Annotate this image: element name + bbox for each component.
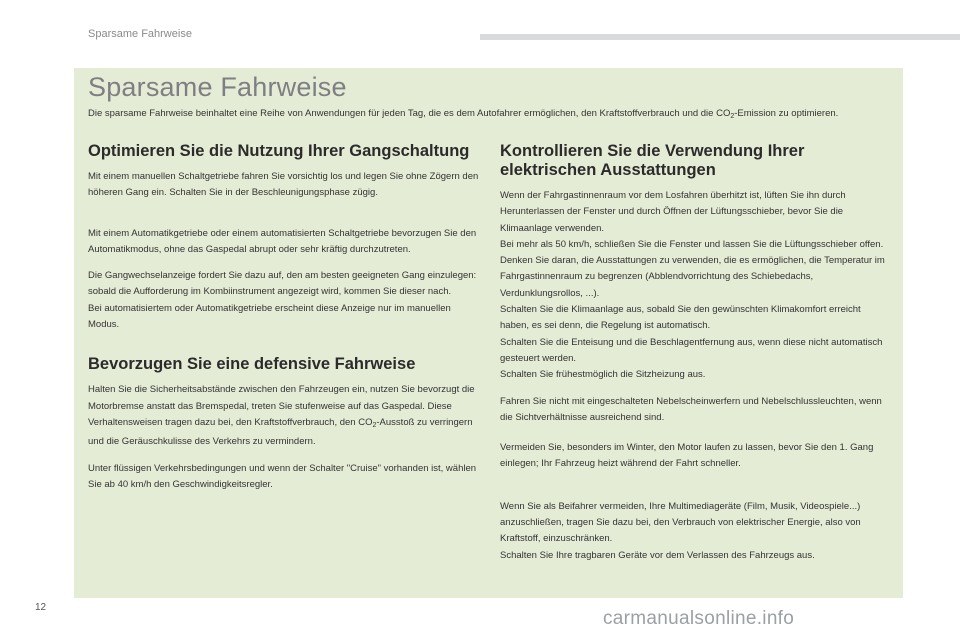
left-column xyxy=(88,142,480,493)
intro-text-start: Die sparsame Fahrweise beinhaltet eine Reihe von Anwendungen für jeden Tag, die es dem Autofahrer ermöglichen, den Kraftstoffverbrauch und die CO xyxy=(88,108,731,119)
page-number: 12 xyxy=(35,602,47,613)
safety-text-start: Halten Sie die Sicherheitsabstände zwischen den Fahrzeugen ein, nutzen Sie bevorzugt die Motorbremse anstatt das Bremspedal, treten Sie stufenweise auf das Gaspedal. Diese Verhaltensweisen tragen dazu bei, den Kraftstoffverbrauch, den CO xyxy=(88,384,475,428)
paragraph-windows: Bei mehr als 50 km/h, schließen Sie die Fenster und lassen Sie die Lüftungsschieber offen. xyxy=(500,238,884,250)
heading-gear-usage: Optimieren Sie die Nutzung Ihrer Gangschaltung xyxy=(88,142,470,160)
header-section-title: Sparsame Fahrweise xyxy=(88,28,192,40)
paragraph-safety-distance xyxy=(88,382,480,450)
paragraph-multimedia: Wenn Sie als Beifahrer vermeiden, Ihre Multimediageräte (Film, Musik, Videospiele...) anzuschließen, tragen Sie dazu bei, den Verbrauch von elektrischer Energie, also von Kraftstoff, einzuschränken. xyxy=(500,500,861,545)
safety-subscript: 2 xyxy=(372,421,377,429)
paragraph-indicator-manual-mode: Bei automatisiertem oder Automatikgetriebe erscheint diese Anzeige nur im manuellen Modus. xyxy=(88,302,451,331)
paragraph-defrost: Schalten Sie die Enteisung und die Beschlagentfernung aus, wenn diese nicht automatisch gesteuert werden. xyxy=(500,336,883,364)
paragraph-fog-lights: Fahren Sie nicht mit eingeschalteten Nebelscheinwerfern und Nebelschlussleuchten, wenn die Sichtverhältnisse ausreichend sind. xyxy=(500,395,882,423)
paragraph-air-conditioning: Schalten Sie die Klimaanlage aus, sobald Sie den gewünschten Klimakomfort erreicht haben, es sei denn, die Regelung ist automatisch. xyxy=(500,304,861,332)
heading-electrical-equipment: Kontrollieren Sie die Verwendung Ihrer elektrischen Ausstattungen xyxy=(500,142,805,179)
heading-defensive-driving: Bevorzugen Sie eine defensive Fahrweise xyxy=(88,355,416,374)
right-column xyxy=(500,142,892,564)
paragraph-manual-gearbox: Mit einem manuellen Schaltgetriebe fahren Sie vorsichtig los und legen Sie ohne Zögern den höheren Gang ein. Schalten Sie in der Beschleunigungsphase zügig. xyxy=(88,171,479,199)
paragraph-gear-indicator: Die Gangwechselanzeige fordert Sie dazu auf, den am besten geeigneten Gang einzulegen: sobald die Aufforderung im Kombiinstrument angezeigt wird, kommen Sie dieser nach. xyxy=(88,270,477,298)
paragraph-engine-idle: Vermeiden Sie, besonders im Winter, den Motor laufen zu lassen, bevor Sie den 1. Gang einlegen; Ihr Fahrzeug heizt während der Fahrt schneller. xyxy=(500,442,874,470)
intro-paragraph xyxy=(88,106,893,125)
safety-text-end: -Ausstoß zu verringern und die Geräuschkulisse des Verkehrs zu vermindern. xyxy=(88,416,473,448)
paragraph-temperature-limit: Denken Sie daran, die Ausstattungen zu verwenden, die es ermöglichen, die Temperatur im Fahrgastinnenraum zu begrenzen (Abblendvorrichtung des Schiebedachs, Verdunklungsrollos, ...). xyxy=(500,255,885,299)
paragraph-seat-heating: Schalten Sie frühestmöglich die Sitzheizung aus. xyxy=(500,369,706,381)
watermark: carmanualsonline.info xyxy=(603,608,795,629)
paragraph-ventilation: Wenn der Fahrgastinnenraum vor dem Losfahren überhitzt ist, lüften Sie ihn durch Herunterlassen der Fenster und durch Öffnen der Lüftungsschieber, bevor Sie die Klimaanlage verwenden. xyxy=(500,190,846,234)
paragraph-cruise-control: Unter flüssigen Verkehrsbedingungen und wenn der Schalter "Cruise" vorhanden ist, wählen Sie ab 40 km/h den Geschwindigkeitsregler. xyxy=(88,462,477,490)
paragraph-automatic-gearbox: Mit einem Automatikgetriebe oder einem automatisierten Schaltgetriebe bevorzugen Sie den Automatikmodus, ohne das Gaspedal abrupt oder sehr kräftig durchzutreten. xyxy=(88,227,477,255)
header-divider xyxy=(480,34,960,40)
paragraph-portable-devices: Schalten Sie Ihre tragbaren Geräte vor dem Verlassen des Fahrzeugs aus. xyxy=(500,549,815,561)
intro-subscript: 2 xyxy=(730,113,735,120)
intro-text-end: -Emission zu optimieren. xyxy=(734,108,839,119)
page-title: Sparsame Fahrweise xyxy=(88,72,347,102)
